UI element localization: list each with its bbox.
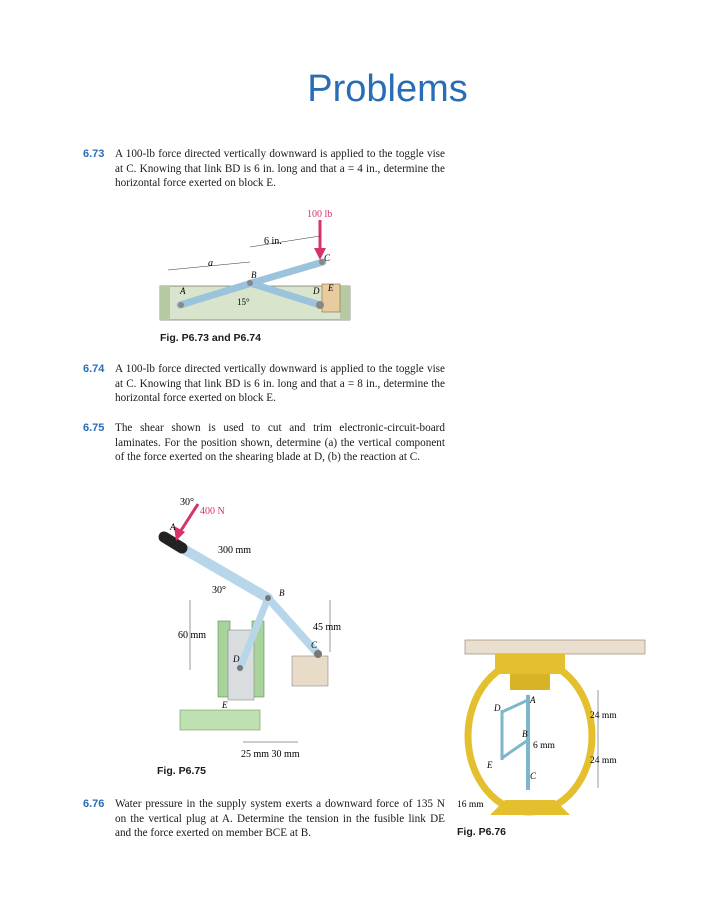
problem-number: 6.76 — [83, 798, 105, 810]
problem-number: 6.73 — [83, 148, 105, 160]
sprinkler-head — [495, 654, 565, 674]
len-300-label: 300 mm — [218, 545, 252, 556]
problem-number: 6.74 — [83, 363, 105, 375]
label-d: D — [233, 654, 240, 664]
link-da — [502, 700, 528, 712]
label-c: C — [324, 253, 331, 263]
angle-label: 15° — [237, 297, 250, 307]
problem-text: The shear shown is used to cut and trim electronic-circuit-board laminates. For the position shown, determine (a) the vertical component of the force exerted on the shearing blade at D, (b) the reaction at C. — [115, 422, 445, 463]
force-label: 400 N — [200, 506, 225, 517]
label-b: B — [279, 588, 285, 598]
label-d: D — [313, 286, 320, 296]
figure-caption: Fig. P6.76 — [457, 826, 507, 838]
dim-16-label: 16 mm — [457, 800, 484, 810]
problem-text: Water pressure in the supply system exerts a downward force of 135 N on the vertical plug at A. Determine the tension in the fusible link DE and the force exerted on member BCE at B. — [115, 798, 445, 839]
dim-a-label: a — [208, 258, 213, 269]
sprinkler-neck — [510, 674, 550, 690]
figure-caption: Fig. P6.73 and P6.74 — [160, 332, 261, 344]
len-60-label: 60 mm — [178, 630, 207, 641]
angle-mid-label: 30° — [212, 585, 226, 596]
problem-text: A 100-lb force directed vertically downward is applied to the toggle vise at C. Knowing that link BD is 6 in. long and that a = 4 in., determine the horizontal force exerted on block E. — [115, 148, 445, 189]
page-title: Problems — [307, 68, 468, 110]
dim-24b-label: 24 mm — [590, 756, 617, 766]
problem-number: 6.75 — [83, 422, 105, 434]
len-25-30-label: 25 mm 30 mm — [241, 749, 300, 760]
len-45-label: 45 mm — [313, 622, 342, 633]
force-label: 100 lb — [307, 209, 333, 220]
label-b: B — [251, 270, 257, 280]
label-e: E — [487, 760, 493, 770]
problem-text: A 100-lb force directed vertically downward is applied to the toggle vise at C. Knowing that link BD is 6 in. long and that a = 8 in., determine the horizontal force exerted on block E. — [115, 363, 445, 404]
label-b: B — [522, 729, 528, 739]
ceiling — [465, 640, 645, 654]
dim-6-label: 6 mm — [533, 741, 555, 751]
label-a: A — [530, 695, 536, 705]
label-a: A — [170, 522, 176, 532]
dim-6in-label: 6 in. — [264, 236, 282, 247]
figure-caption: Fig. P6.75 — [157, 765, 207, 777]
angle-top-label: 30° — [180, 497, 194, 508]
label-e: E — [222, 700, 228, 710]
label-c: C — [311, 640, 318, 650]
link-eb — [502, 740, 528, 758]
label-d: D — [494, 703, 501, 713]
label-c: C — [530, 771, 537, 781]
label-a: A — [180, 286, 186, 296]
dim-24a-label: 24 mm — [590, 711, 617, 721]
problem-6-76 — [83, 797, 445, 841]
label-e: E — [328, 283, 334, 293]
